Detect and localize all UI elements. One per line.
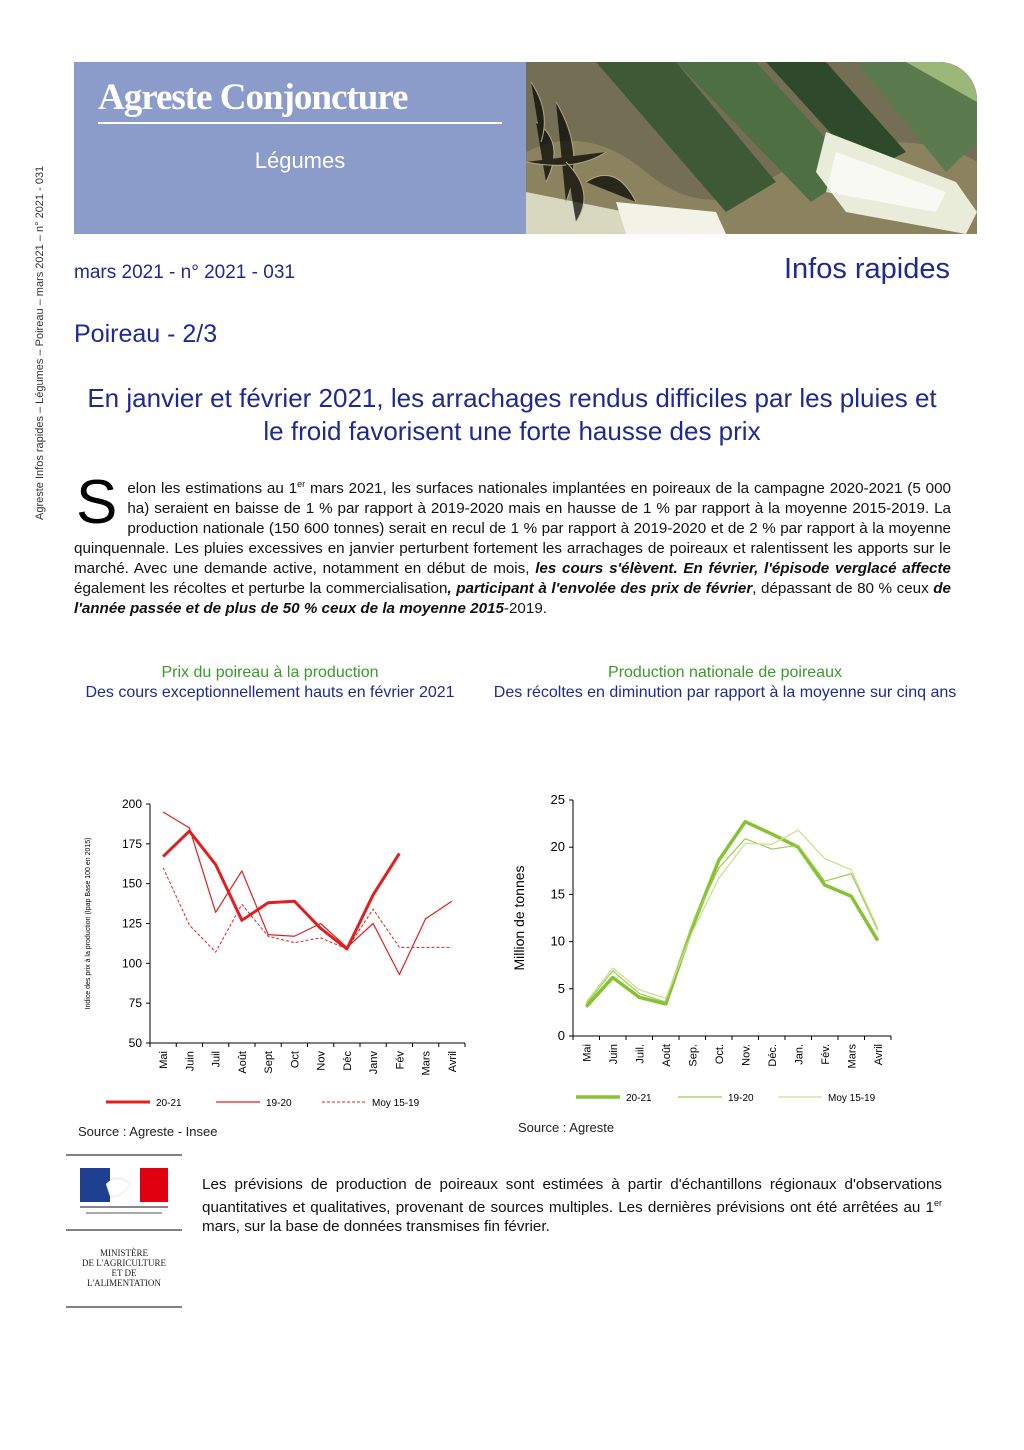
production-chart-source: Source : Agreste (518, 1120, 615, 1135)
y-tick-label: 75 (128, 996, 142, 1011)
y-tick-label: 100 (121, 956, 142, 971)
y-tick-label: 175 (121, 836, 142, 851)
production-chart-subtitle: Des récoltes en diminution par rapport à la moyenne sur cinq ans (493, 684, 957, 701)
x-tick-label: Oct (289, 1051, 302, 1069)
y-axis-label: Indice des prix à la production (Ipap Base 100 en 2015) (85, 837, 92, 1010)
x-tick-label: Avril (872, 1044, 885, 1066)
series-label: Infos rapides (783, 253, 950, 285)
header-banner (74, 62, 977, 234)
y-tick-label: 20 (550, 839, 565, 855)
y-tick-label: 15 (550, 886, 565, 902)
price-chart-source: Source : Agreste - Insee (78, 1124, 218, 1139)
side-running-title: Agreste Infos rapides – Légumes – Poireau – mars 2021 – n° 2021 - 031 (34, 165, 46, 520)
lead-paragraph (74, 468, 951, 619)
legend-label: 20-21 (156, 1098, 182, 1109)
brand-title: Agreste Conjoncture (98, 77, 408, 118)
x-tick-label: Mars (846, 1044, 859, 1069)
series-line-2 (163, 868, 452, 952)
banner-title-panel (74, 62, 526, 234)
legend-label: Moy 15-19 (828, 1093, 876, 1104)
lead-emphasis: de l'année passée et de plus de 50 % ceux de la moyenne 2015 (74, 580, 951, 618)
methodology-text: Les prévisions de production de poireaux sont estimées à partir d'échantillons régionaux d'observations quantitatives et qualitatives, provenant de sources multiples. Les dernières prévisions ont été arrêtées au 1 (202, 1176, 942, 1217)
section-label: Légumes (254, 148, 346, 173)
production-chart-heading: Production nationale de poireaux (608, 664, 842, 681)
lead-emphasis: les cours s'élèvent. En février, l'épisode verglacé affecte (535, 560, 951, 578)
x-tick-label: Juil. (634, 1044, 647, 1064)
methodology-note (202, 1175, 942, 1236)
ministry-line: DE L'AGRICULTURE (81, 1258, 167, 1268)
subject-title: Poireau - 2/3 (74, 320, 218, 348)
lead-text: mars 2021, les surfaces nationales implantées en poireaux de la campagne 2020-2021 (5 000 ha) seraient en baisse de 1 % par rapport à 2019-2020 mais en hausse de 1 % par rapport à la moyenne 2015-2019. La production nationale (150 600 tonnes) serait en recul de 1 % par rapport à 2019-2020 et de 2 % par rapport à la moyenne quinquennale. Les pluies excessives en janvier perturbent fortement les arrachages de poireaux et ralentissent les apports sur le marché. Avec une demande active, notamment en début de mois, (74, 480, 951, 578)
ministry-line: ET DE (111, 1268, 137, 1278)
brand-underline (98, 122, 502, 124)
production-chart (500, 780, 910, 1120)
x-tick-label: Avril (446, 1051, 459, 1073)
x-tick-label: Fév (394, 1051, 407, 1070)
ministry-line: MINISTÈRE (100, 1248, 148, 1258)
leek-photo (526, 62, 977, 234)
x-tick-label: Mars (420, 1051, 433, 1076)
y-tick-label: 10 (550, 933, 565, 949)
y-tick-label: 0 (557, 1028, 565, 1043)
legend-label: 19-20 (266, 1098, 292, 1109)
y-tick-label: 5 (557, 980, 565, 996)
x-tick-label: Août (236, 1051, 249, 1074)
x-tick-label: Déc (341, 1051, 354, 1071)
ministry-line: L'ALIMENTATION (87, 1278, 161, 1288)
lead-text: elon les estimations au 1 (127, 480, 298, 498)
y-tick-label: 200 (121, 797, 142, 811)
y-axis-label: Million de tonnes (511, 865, 527, 971)
x-tick-label: Nov (315, 1051, 328, 1071)
x-tick-label: Jan. (793, 1044, 806, 1065)
y-tick-label: 125 (121, 916, 142, 931)
y-tick-label: 150 (121, 876, 142, 891)
series-line-1 (586, 839, 878, 1004)
dropcap: S (76, 468, 118, 537)
x-tick-label: Nov. (740, 1044, 753, 1066)
price-chart-subtitle: Des cours exceptionnellement hauts en février 2021 (85, 684, 455, 701)
series-line-2 (586, 830, 878, 1002)
methodology-text: mars, sur la base de données transmises fin février. (202, 1218, 550, 1236)
production-chart-title (488, 663, 962, 703)
x-tick-label: Sep. (687, 1044, 700, 1067)
legend-label: Moy 15-19 (372, 1098, 420, 1109)
price-chart-heading: Prix du poireau à la production (161, 664, 379, 681)
price-chart (70, 780, 480, 1120)
lead-emphasis: , participant à l'envolée des prix de février (447, 580, 753, 598)
x-tick-label: Juil (210, 1051, 223, 1068)
legend-label: 20-21 (626, 1093, 652, 1104)
x-tick-label: Oct. (713, 1044, 726, 1065)
price-chart-title (70, 663, 470, 703)
legend-label: 19-20 (728, 1093, 754, 1104)
y-tick-label: 25 (550, 792, 565, 807)
headline: En janvier et février 2021, les arrachages rendus difficiles par les pluies et le froid favorisent une forte hausse des prix (87, 383, 937, 446)
series-line-1 (163, 812, 452, 975)
series-line-0 (586, 822, 878, 1007)
x-tick-label: Janv (368, 1051, 381, 1075)
x-tick-label: Sept (263, 1051, 276, 1074)
ministry-name (66, 1248, 182, 1288)
x-tick-label: Fév. (819, 1044, 832, 1065)
lead-text: , dépassant de 80 % ceux (752, 580, 934, 598)
x-tick-label: Mai (158, 1051, 171, 1069)
y-tick-label: 50 (128, 1036, 142, 1050)
methodology-sup: er (933, 1198, 942, 1208)
x-tick-label: Juin (184, 1051, 197, 1072)
lead-text: également les récoltes et perturbe la commercialisation (74, 580, 448, 598)
x-tick-label: Mai (581, 1044, 594, 1062)
lead-text: -2019. (503, 600, 547, 618)
lead-sup: er (297, 479, 306, 489)
issue-number: mars 2021 - n° 2021 - 031 (74, 262, 295, 283)
x-tick-label: Déc. (766, 1044, 779, 1067)
x-tick-label: Août (660, 1044, 673, 1067)
x-tick-label: Juin (607, 1044, 620, 1065)
